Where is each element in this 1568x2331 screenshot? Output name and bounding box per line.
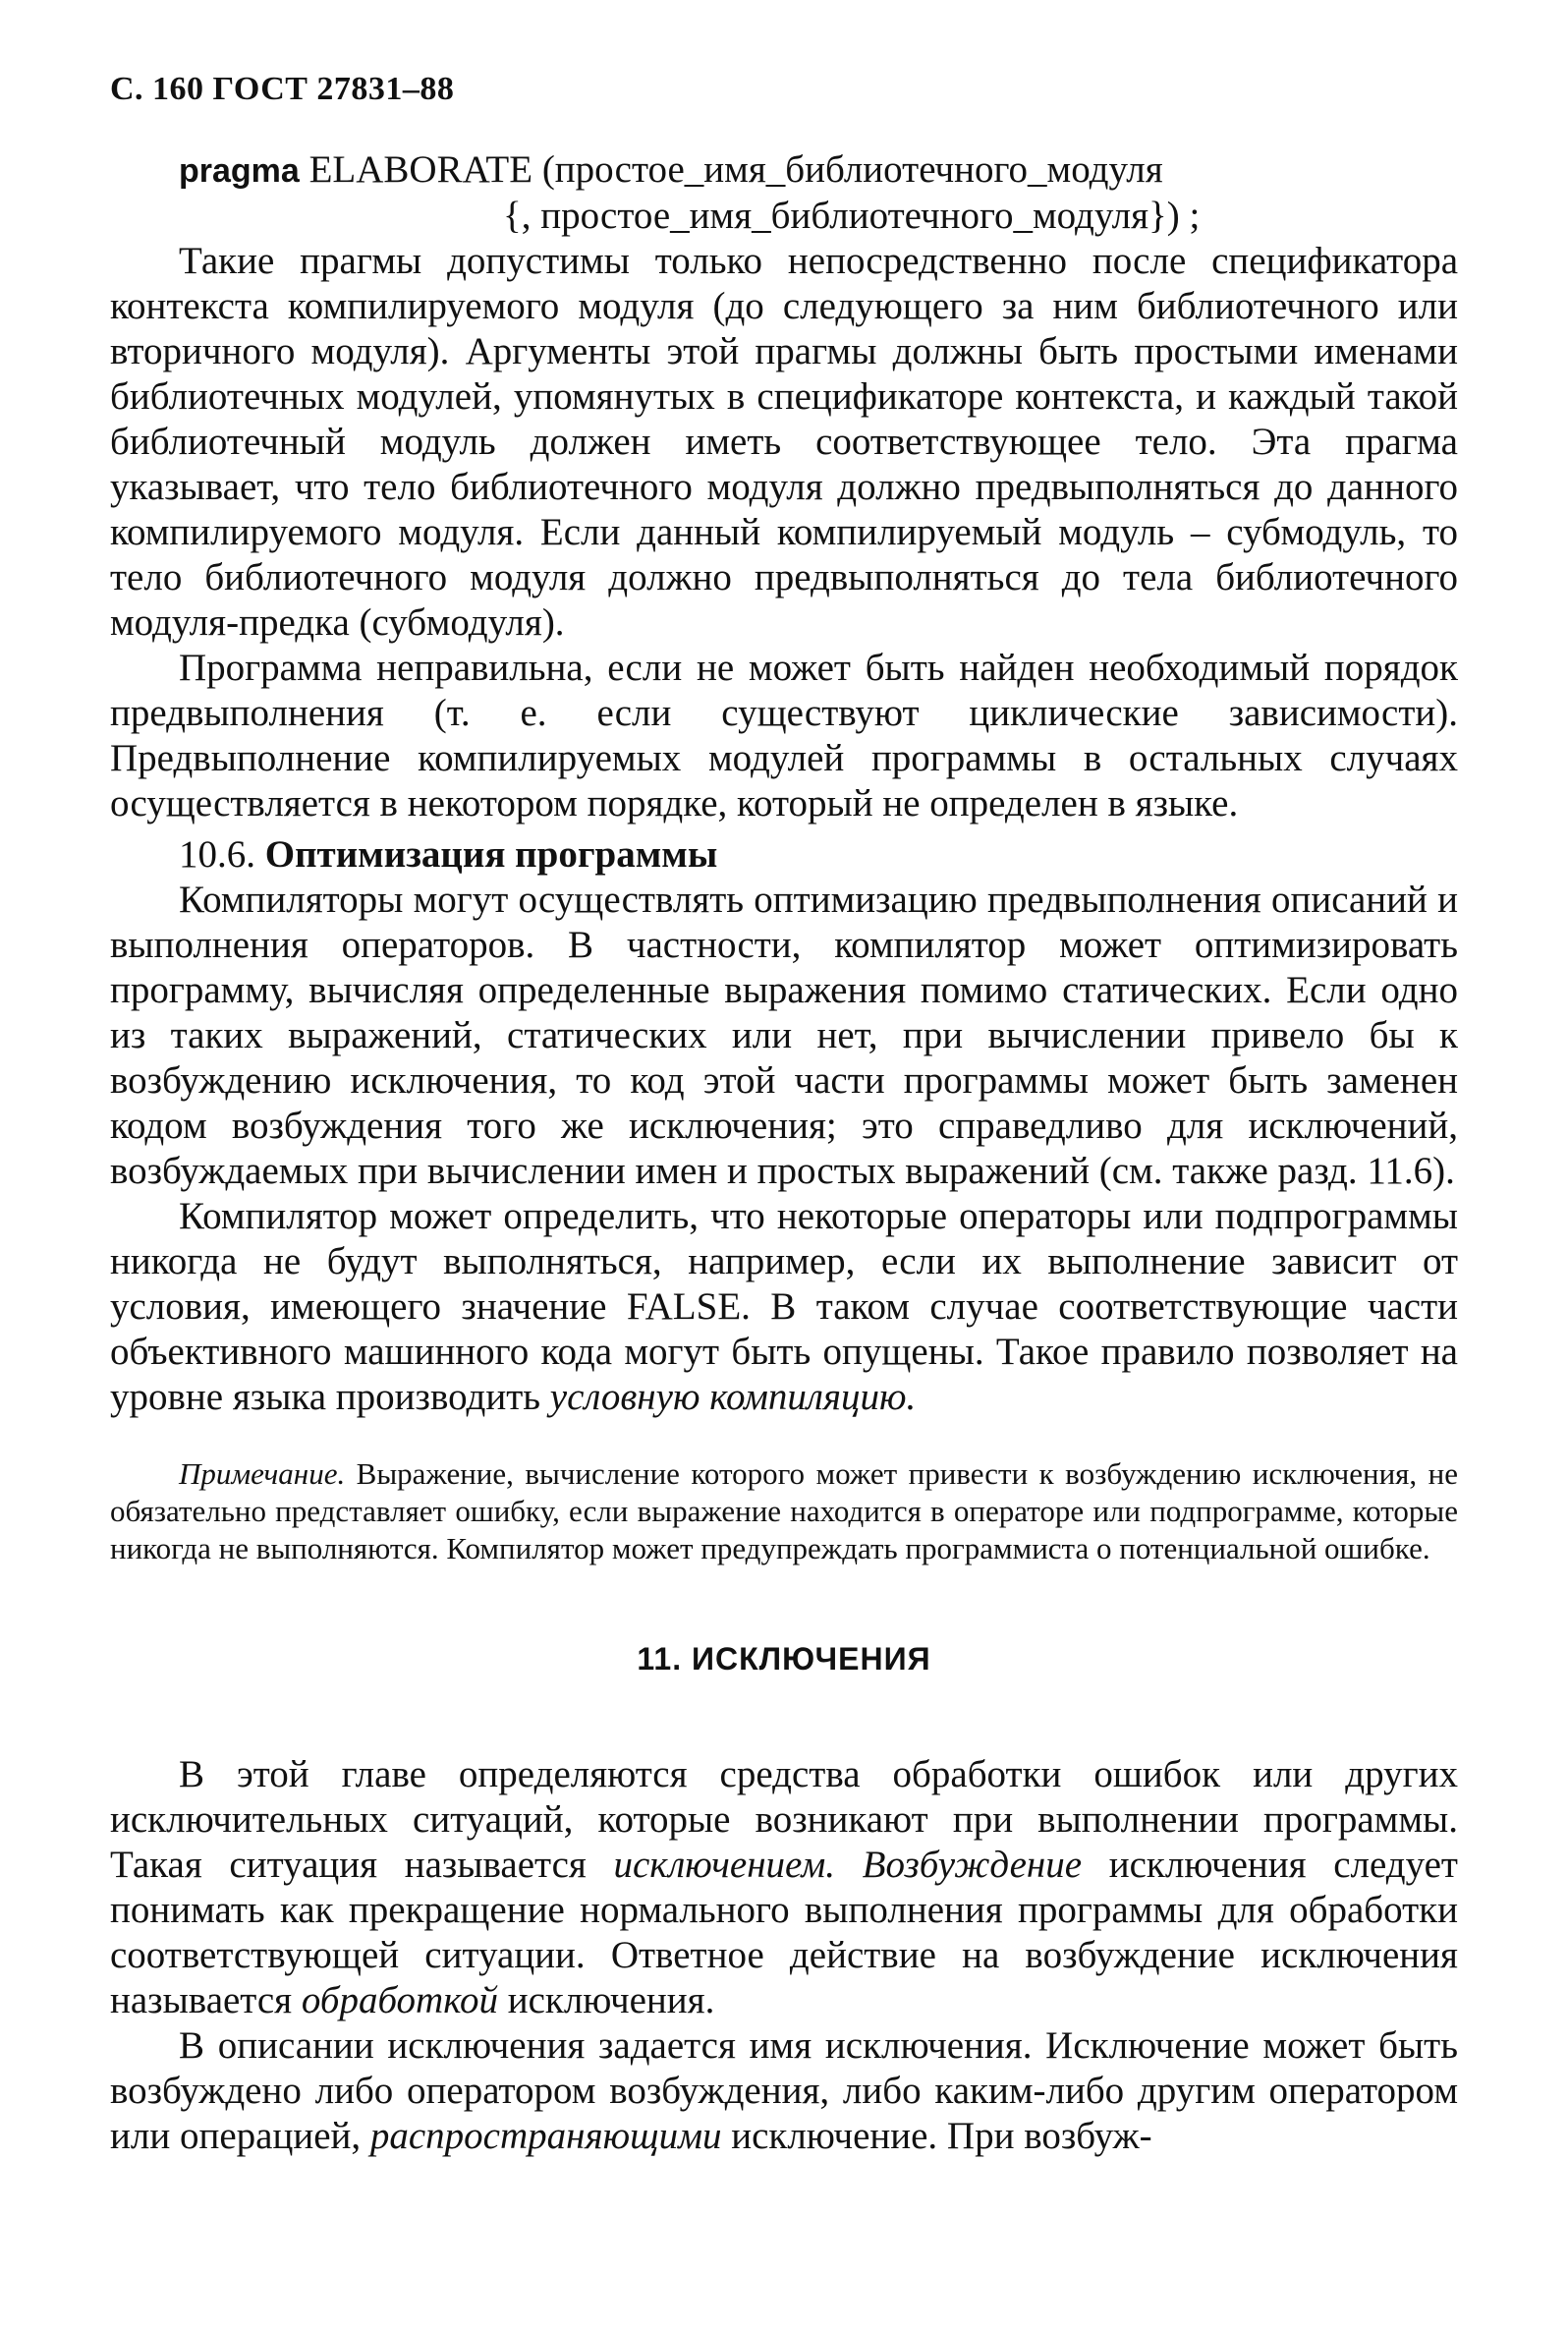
pragma-line-2: {, простое_имя_библиотечного_модуля}) ;	[503, 195, 1201, 237]
propagating-term: распространяющими	[369, 2115, 722, 2157]
section-number: 10.6.	[179, 833, 265, 876]
paragraph-wrong-program: Программа неправильна, если не может быть найден необходимый порядок предвыполнения (т. е. если существуют циклические зависимости). Предвыполнение компилируемых модулей программы в остальных случаях осуществляется в некотором порядке, который не определен в языке.	[110, 647, 1458, 824]
pragma-line-1	[179, 147, 1458, 194]
conditional-compilation-term: условную компиляцию.	[549, 1376, 917, 1418]
note-label: Примечание.	[179, 1456, 346, 1491]
paragraph-pragma-rules: Такие прагмы допустимы только непосредственно после спецификатора контекста компилируемого модуля (до следующего за ним библиотечного или вторичного модуля). Аргументы этой прагмы должны быть простыми именами библиотечных модулей, упомянутых в спецификаторе контекста, и каждый такой библиотечный модуль должен иметь соответствующее тело. Эта прагма указывает, что тело библиотечного модуля должно предвыполняться до данного компилируемого модуля. Если данный компилируемый модуль – субмодуль, то тело библиотечного модуля должно предвыполняться до тела библиотечного модуля-предка (субмодуля).	[110, 240, 1458, 644]
text-run: исключения.	[497, 1979, 715, 2021]
text-run: исключения следует понимать как прекращение нормального выполнения программы для обработки соответствующей ситуации. Ответное действие на возбуждение исключения называется	[110, 1844, 1458, 2021]
paragraph-exception-declaration	[110, 2023, 1458, 2159]
section-title: Оптимизация программы	[264, 833, 718, 876]
section-heading	[179, 832, 1458, 878]
page-header: С. 160 ГОСТ 27831–88	[110, 71, 455, 107]
note-paragraph	[110, 1455, 1458, 1567]
handling-term: обработкой	[301, 1979, 498, 2021]
pragma-line-1-text: ELABORATE (простое_имя_библиотечного_модуля	[299, 148, 1163, 191]
paragraph-conditional-text: Компилятор может определить, что некоторые операторы или подпрограммы никогда не будут выполняться, например, если их выполнение зависит от условия, имеющего значение FALSE. В таком случае соответствующие части объективного машинного кода могут быть опущены. Такое правило позволяет на уровне языка производить	[110, 1195, 1458, 1418]
pragma-keyword: pragma	[179, 152, 300, 190]
text-run: В этой главе определяются средства обработки ошибок или других исключительных ситуаций, которые возникают при выполнении программы. Такая ситуация называется	[110, 1753, 1458, 1886]
exception-term: исключением. Возбуждение	[613, 1844, 1083, 1886]
chapter-title: 11. ИСКЛЮЧЕНИЯ	[637, 1641, 931, 1677]
note-text: Выражение, вычисление которого может привести к возбуждению исключения, не обязательно представляет ошибку, если выражение находится в операторе или подпрограмме, которые никогда не выполняются. Компилятор может предупреждать программиста о потенциальной ошибке.	[110, 1456, 1458, 1565]
paragraph-conditional-compilation	[110, 1194, 1458, 1420]
text-run: В описании исключения задается имя исключения. Исключение может быть возбуждено либо оператором возбуждения, либо каким-либо другим оператором или операцией,	[110, 2024, 1458, 2157]
text-run: исключение. При возбуж-	[721, 2115, 1152, 2157]
paragraph-optimization: Компиляторы могут осуществлять оптимизацию предвыполнения описаний и выполнения операторов. В частности, компилятор может оптимизировать программу, вычисляя определенные выражения помимо статических. Если одно из таких выражений, статических или нет, при вычислении привело бы к возбуждению исключения, то код этой части программы может быть заменен кодом возбуждения того же исключения; это справедливо для исключений, возбуждаемых при вычислении имен и простых выражений (см. также разд. 11.6).	[110, 879, 1458, 1192]
paragraph-exceptions-intro	[110, 1752, 1458, 2023]
page-body	[110, 147, 1458, 2159]
